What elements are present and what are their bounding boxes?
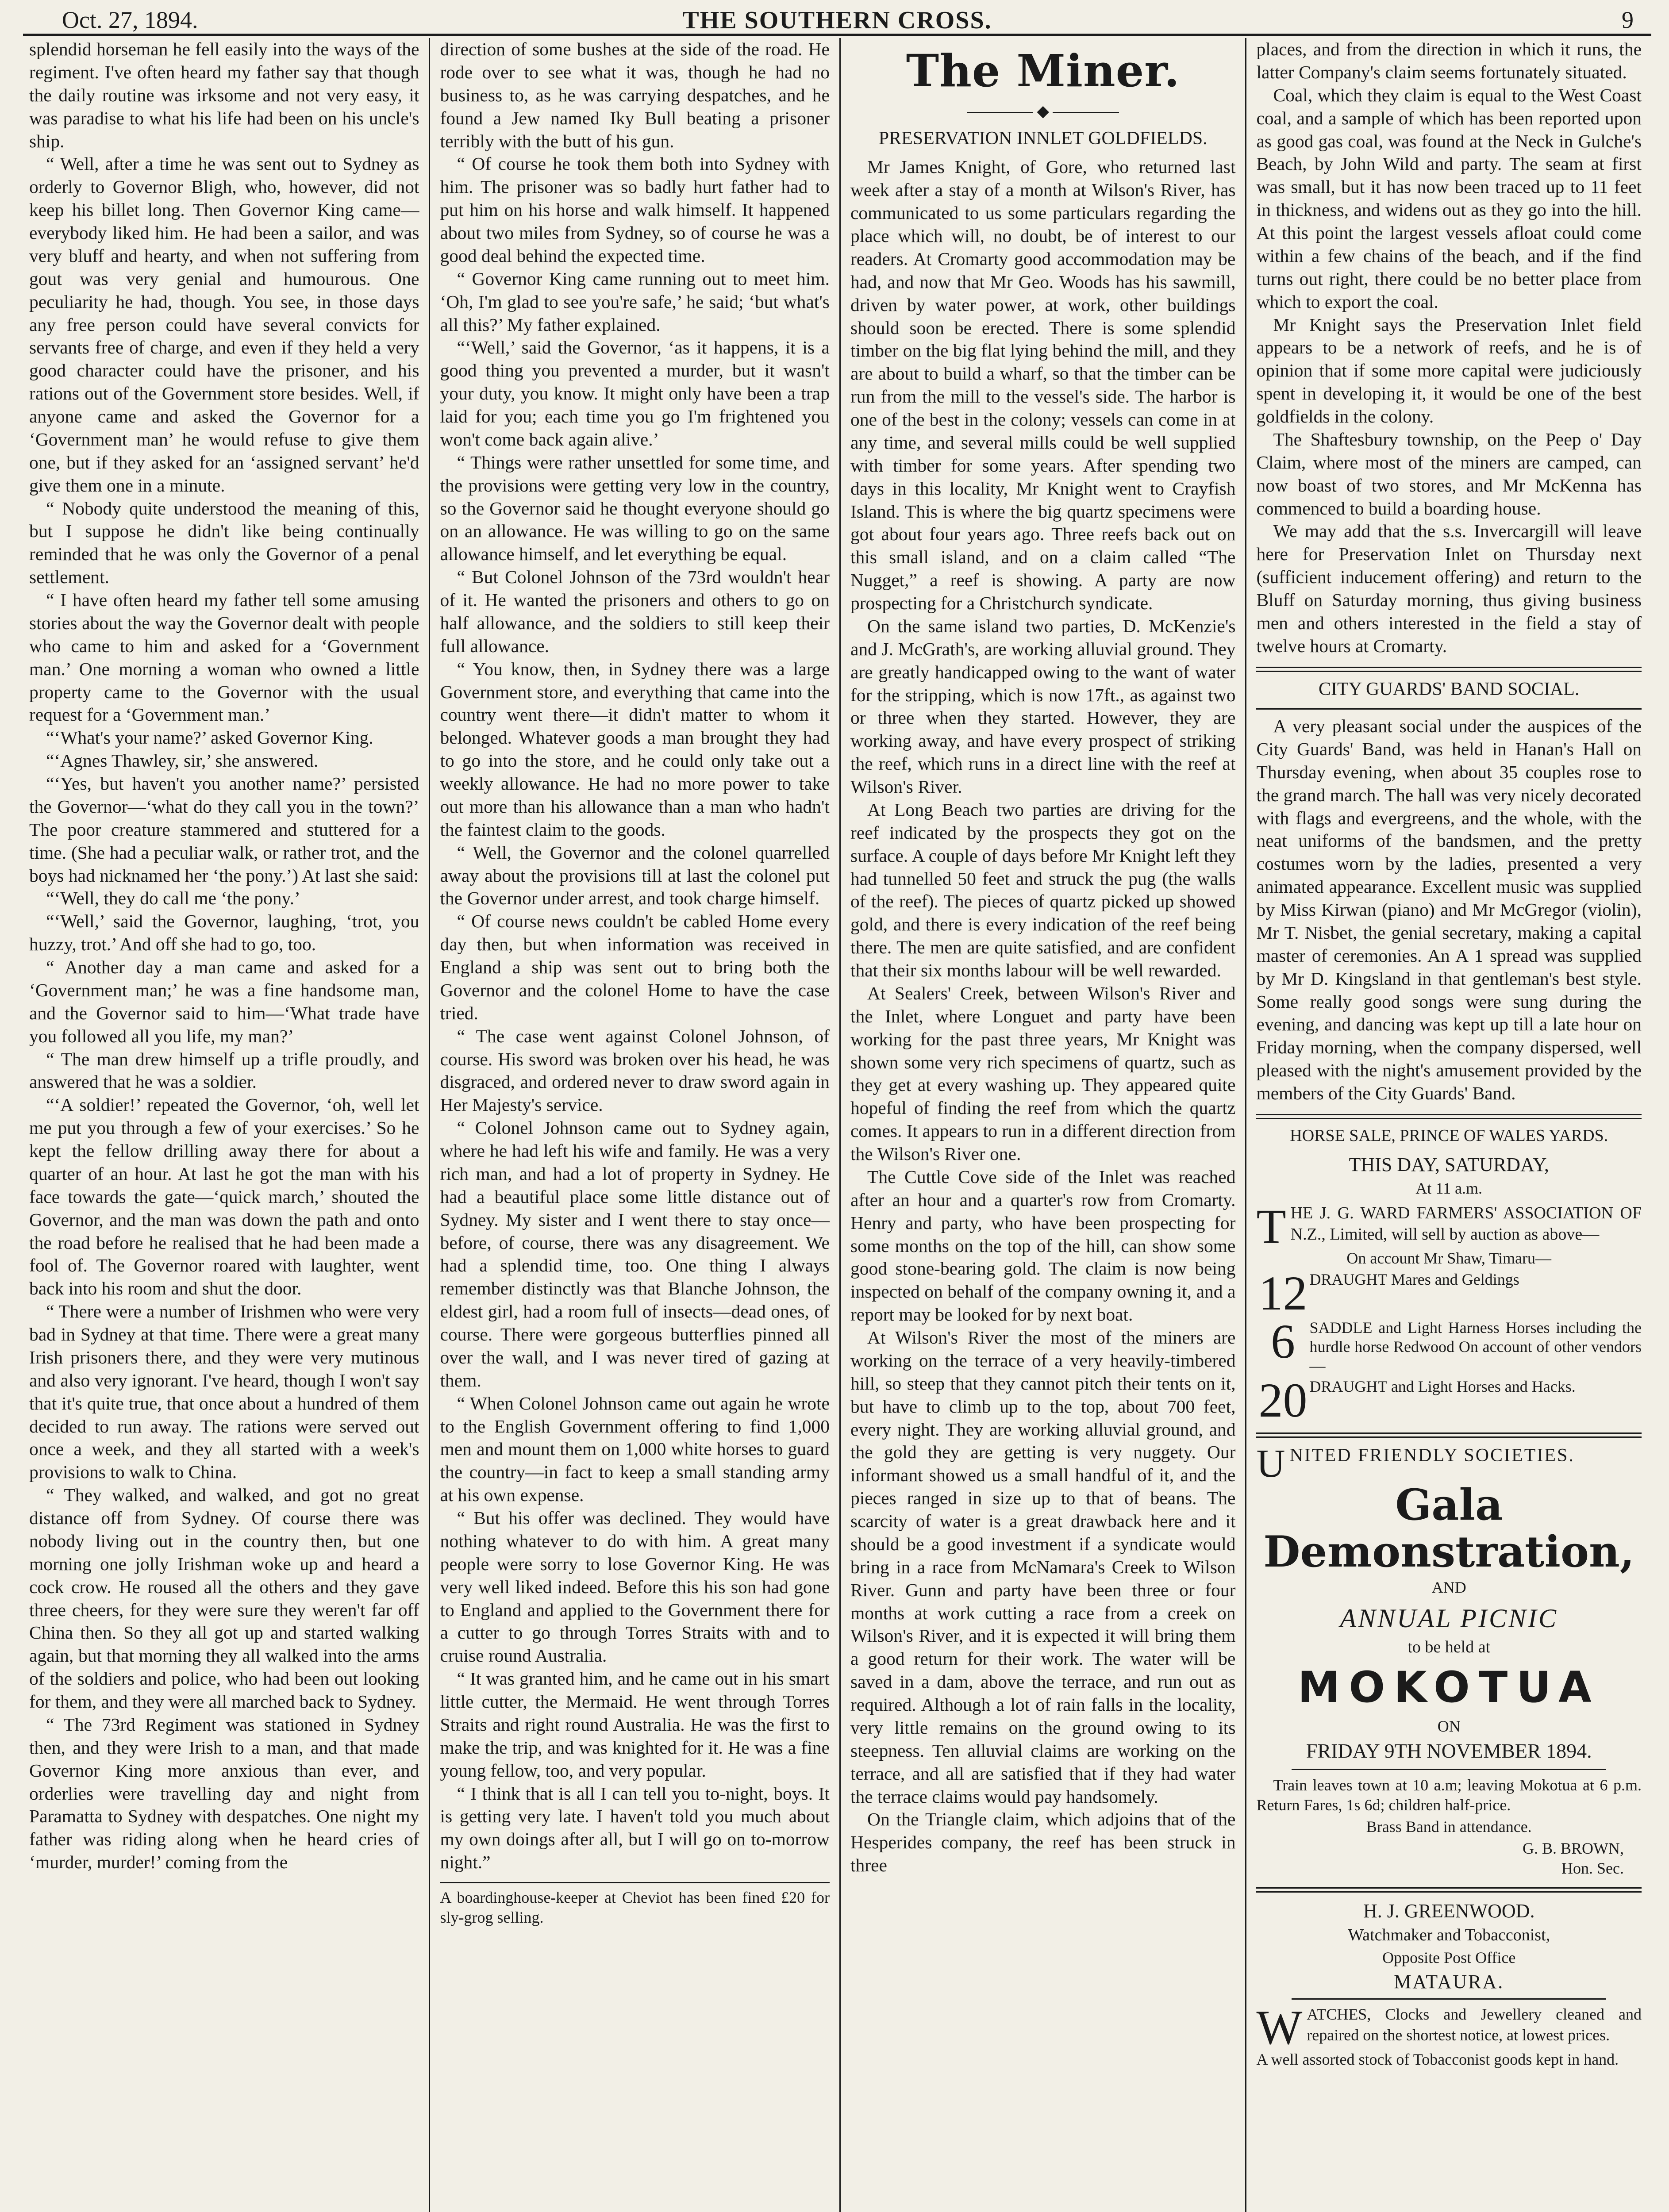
paragraph: “ They walked, and walked, and got no great distance off from Sydney. Of course there was nobody living out in the country then, but one morning one jolly Irishman woke up and heard a cock crow. He roused all the others and they gave three cheers, for they were sure they weren't far off China then. So they all got up and started walking again, but that morning they all walked into the arms of the soldiers and police, who had been out looking for them, and they were all marched back to Sydney. [29, 1485, 419, 1712]
ad-text: On account Mr Shaw, Timaru— [1346, 1249, 1552, 1267]
paragraph: “ But his offer was declined. They would have nothing whatever to do with him. A great many people were sorry to lose Governor King. He was very well liked indeed. Before this his son had gone to England and applied to the Government there for a cutter to go through Torres Straits with and to cruise round Australia. [440, 1508, 830, 1666]
ad-text: Opposite Post Office [1382, 1948, 1516, 1966]
paragraph: Coal, which they claim is equal to the West Coast coal, and a sample of which has been reported upon as good gas coal, was found at the Neck in Gulche's Beach, by John Wild and party. The seam at first was small, but it has now been traced up to 11 feet in thickness, and widens out as they go into the hill. At this point the largest vessels afloat could come within a few chains of the beach, and if the find turns out right, there could be no better place from which to export the coal. [1256, 84, 1642, 312]
paragraph: At Sealers' Creek, between Wilson's River and the Inlet, where Longuet and party have been working for the past three years, Mr Knight was shown some very rich specimens of quartz, such as they get at every washing up. They appeared quite hopeful of finding the reef from which the quartz comes. It appears to run in a different direction from the Wilson's River one. [850, 983, 1236, 1164]
divider [1256, 667, 1642, 672]
paragraph: splendid horseman he fell easily into the ways of the regiment. I've often heard my father say that though the daily routine was irksome and not very easy, it was paradise to what his life had been on his uncle's ship. [29, 39, 419, 151]
lot-text: SADDLE and Light Harness Horses including the hurdle horse Redwood On account of other vendors— [1309, 1318, 1642, 1375]
paragraph: “ Of course he took them both into Sydney with him. The prisoner was so badly hurt father had to put him on his horse and walk himself. It happened about two miles from Sydney, so of course he was a good deal behind the expected time. [440, 154, 830, 266]
section-heading: The Miner. [906, 45, 1180, 97]
ad-text: A well assorted stock of Tobacconist goods kept in hand. [1256, 2050, 1619, 2068]
column-2 [429, 38, 839, 2212]
gala-title: Gala Demonstration, [1263, 1479, 1635, 1577]
event-date: FRIDAY 9TH NOVEMBER 1894. [1306, 1739, 1592, 1762]
ad-text: HE J. G. WARD FARMERS' ASSOCIATION OF N.Z., Limited, will sell by auction as above— [1290, 1204, 1642, 1244]
drop-cap: T [1256, 1199, 1286, 1254]
paragraph: At Wilson's River the most of the miners are working on the terrace of a very heavily-timbered hill, so steep that they cannot pitch their tents on it, but have to climb up to the top, about 700 feet, every night. They are working alluvial ground, and the gold they are getting is very nuggety. Our informant showed us a small handful of it, and the pieces ranged in size up to that of beans. The scarcity of water is a great drawback here and it should be a good investment if a syndicate would bring in a race from McNamara's Creek to Wilson River. Gunn and party have been three or four months at work cutting a race from a creek on Wilson's River, and it is expected it will bring them a good return for their work. The water will be saved in a dam, above the terrace, and run out as required. Although a lot of rain falls in the locality, very little remains on the ground owing to its steepness. Ten alluvial claims are working on the terrace, and all are satisfied that if they had water the terrace claims would pay handsomely. [850, 1327, 1236, 1807]
ad-text: ATCHES, Clocks and Jewellery cleaned and repaired on the shortest notice, at lowest prices. [1307, 2005, 1642, 2044]
paragraph: “‘Well, they do call me ‘the pony.’ [46, 888, 300, 909]
paragraph: “‘Agnes Thawley, sir,’ she answered. [46, 750, 319, 771]
paragraph: “ You know, then, in Sydney there was a large Government store, and everything that came into the country went there—it didn't matter to whom it belonged. Whatever goods a man brought they had to go into the store, and he could only take out a weekly allowance. He had no more power to take out more than his allowance than a man who hadn't the faintest claim to the goods. [440, 658, 830, 840]
masthead [23, 6, 1651, 36]
paragraph: “ Colonel Johnson came out to Sydney again, where he had left his wife and family. He was a very rich man, and had a lot of property in Sydney. He had a beautiful place some little distance out of Sydney. My sister and I went there to stay once—before, of course, there was any disagreement. We had a splendid time, too. One thing I always remember distinctly was that Blanche Johnson, the eldest girl, had a room full of insects—dead ones, of course. There were gorgeous butterflies pinned all over the wall, and I was never tired of gazing at them. [440, 1118, 830, 1390]
paragraph: On the same island two parties, D. McKenzie's and J. McGrath's, are working alluvial ground. They are greatly handicapped owing to the want of water for the stripping, which is now 17ft., as against two or three when they started. However, they are working away, and have every prospect of striking the reef, which runs in a direct line with the reef at Wilson's River. [850, 615, 1236, 797]
lot-text: DRAUGHT Mares and Geldings [1309, 1271, 1519, 1289]
column-3 [839, 38, 1246, 2212]
divider [1256, 1887, 1642, 1893]
ad-day: THIS DAY, SATURDAY, [1349, 1154, 1549, 1176]
column-4 [1245, 38, 1651, 2212]
ad-text: Brass Band in attendance. [1366, 1818, 1532, 1836]
paragraph: “ I have often heard my father tell some amusing stories about the way the Governor dealt with people who came to him and asked for a ‘Government man.’ One morning a woman who owned a little property came to the Governor with the usual request for a ‘Government man.’ [29, 590, 419, 725]
paragraph: “ The 73rd Regiment was stationed in Sydney then, and they were Irish to a man, and that made Governor King more anxious than ever, and orderlies were travelling day and night from Paramatta to Sydney with despatches. One night my father was riding along when he heard cries of ‘murder, murder!’ coming from the [29, 1714, 419, 1873]
paragraph: “ Well, after a time he was sent out to Sydney as orderly to Governor Bligh, who, however, did not keep his billet long. Then Governor King came—everybody liked him. He had been a sailor, and was very bluff and hearty, and when not suffering from gout was very genial and humourous. One peculiarity he had, though. You see, in those days any free person could have several convicts for servants free of charge, and even if they held a very good character could have the prisoner, and his rations out of the Government store besides. Well, if anyone came and asked the Governor for a ‘Government man’ he would refuse to give them one, but if they asked for an ‘assigned servant’ he'd give them one in a minute. [29, 154, 419, 495]
picnic-title: ANNUAL PICNIC [1340, 1604, 1558, 1633]
paragraph: “‘What's your name?’ asked Governor King. [46, 727, 373, 748]
lot-count: 12 [1258, 1266, 1308, 1321]
issue-date: Oct. 27, 1894. [62, 7, 198, 33]
lot-item [1256, 1266, 1642, 1321]
paragraph: “ There were a number of Irishmen who were very bad in Sydney at that time. There were a great many Irish prisoners there, and they were very mutinous and also very ignorant. I've heard, though I won't say that it's quite true, that once about a hundred of them decided to run away. The rations were served out once a week, and they all started with a week's provisions to walk to China. [29, 1301, 419, 1482]
columns [23, 38, 1651, 2212]
ad-org: NITED FRIENDLY SOCIETIES. [1289, 1445, 1575, 1466]
drop-cap: U [1256, 1441, 1285, 1486]
divider [1292, 1998, 1606, 2000]
ad-text: Watchmaker and Tobacconist, [1348, 1926, 1550, 1945]
venue-name: MOKOTUA [1297, 1662, 1600, 1712]
greenwood-ad [1256, 1899, 1642, 2070]
paragraph: “ It was granted him, and he came out in his smart little cutter, the Mermaid. He went through Torres Straits and right round Australia. He was the first to make the trip, and was knighted for it. He was a fine young fellow, too, and very popular. [440, 1668, 830, 1781]
drop-cap: W [1256, 2000, 1303, 2055]
column-1 [23, 38, 429, 2212]
lot-count: 6 [1270, 1314, 1295, 1368]
lot-item [1256, 1314, 1642, 1376]
paragraph: We may add that the s.s. Invercargill will leave here for Preservation Inlet on Thursday next (sufficient inducement offering) and return to the Bluff on Saturday morning, thus giving business men and others interested in the field a stay of twelve hours at Cromarty. [1256, 521, 1642, 656]
paragraph: places, and from the direction in which it runs, the latter Company's claim seems fortunately situated. [1256, 39, 1642, 82]
horse-sale-ad [1256, 1125, 1642, 1428]
article-title: PRESERVATION INNLET GOLDFIELDS. [878, 128, 1208, 149]
gala-ad [1256, 1441, 1642, 1878]
paragraph: “ Another day a man came and asked for a ‘Government man;’ he was a fine handsome man, and the Governor said to him—‘What trade have you followed all you life, my man?’ [29, 957, 419, 1046]
paragraph: On the Triangle claim, which adjoins that of the Hesperides company, the reef has been struck in three [850, 1809, 1236, 1876]
paragraph: “‘Well,’ said the Governor, laughing, ‘trot, you huzzy, trot.’ And off she had to go, too. [29, 911, 419, 955]
ad-title: HORSE SALE, PRINCE OF WALES YARDS. [1290, 1126, 1608, 1145]
ad-time: At 11 a.m. [1415, 1179, 1483, 1198]
ad-text: ON [1437, 1717, 1461, 1735]
paragraph: “‘A soldier!’ repeated the Governor, ‘oh, well let me put you through a few of your exercises.’ So he kept the fellow drilling away there for about a quarter of an hour. At last he got the man with his face towards the gate—‘quick march,’ shouted the Governor, and the man was down the path and onto the road before he realised that he had been made a fool of. The Governor roared with laughter, went back into his room and shut the door. [29, 1094, 419, 1299]
article-title: CITY GUARDS' BAND SOCIAL. [1319, 679, 1580, 699]
paper-title: THE SOUTHERN CROSS. [682, 7, 992, 34]
paragraph: “ Of course news couldn't be cabled Home every day then, but when information was received in England a ship was sent out to bring both the Governor and the colonel Home to have the case tried. [440, 911, 830, 1023]
paragraph: “ When Colonel Johnson came out again he wrote to the English Government offering to find 1,000 men and mount them on 1,000 white horses to guard the country—in fact to keep a small standing army at his own expense. [440, 1393, 830, 1505]
lot-item [1256, 1373, 1642, 1428]
ornament-rule: ◆ [850, 101, 1236, 121]
divider [1256, 1432, 1642, 1438]
ad-title: H. J. GREENWOOD. [1363, 1900, 1535, 1922]
page-number: 9 [1622, 7, 1634, 33]
paragraph: “ The man drew himself up a trifle proudly, and answered that he was a soldier. [29, 1048, 419, 1092]
ad-town: MATAURA. [1394, 1970, 1504, 1993]
paragraph: “ Well, the Governor and the colonel quarrelled away about the provisions till at last the colonel put the Governor under arrest, and took charge himself. [440, 842, 830, 909]
paragraph: “ The case went against Colonel Johnson, of course. His sword was broken over his head, he was disgraced, and ordered never to draw sword again in Her Majesty's service. [440, 1025, 830, 1115]
divider [1292, 1769, 1606, 1770]
lot-count: 20 [1258, 1373, 1308, 1428]
ad-text: AND [1431, 1578, 1466, 1597]
paragraph: Mr James Knight, of Gore, who returned last week after a stay of a month at Wilson's River, has communicated to us some particulars regarding the place which will, no doubt, be of interest to our readers. At Cromarty good accommodation may be had, and now that Mr Geo. Woods has his sawmill, driven by water power, at work, other buildings should soon be erected. There is some splendid timber on the big flat lying behind the mill, and they are about to build a wharf, so that the timber can be run from the mill to the vessel's side. The harbor is one of the best in the colony; vessels can come in at any time, and several mills could be well supplied with timber for some years. After spending two days in this locality, Mr Knight went to Crayfish Island. This is where the big quartz specimens were got about four years ago. Three reefs back out on this small island, and on a claim called “The Nugget,” a reef is showing. A party are now prospecting for a Christchurch syndicate. [850, 157, 1236, 614]
paragraph: The Cuttle Cove side of the Inlet was reached after an hour and a quarter's row from Cromarty. Henry and party, who have been prospecting for some months on the top of the hill, can show some good stone-bearing gold. The claim is now being inspected on behalf of the company owning it, and a report may be looked for by next boat. [850, 1166, 1236, 1325]
signature-name: G. B. BROWN, [1522, 1839, 1624, 1858]
lot-text: DRAUGHT and Light Horses and Hacks. [1309, 1378, 1576, 1396]
paragraph: Mr Knight says the Preservation Inlet field appears to be a network of reefs, and he is of opinion that if some more capital were judiciously spent in developing it, it would be one of the best goldfields in the colony. [1256, 314, 1642, 426]
paragraph: “ Nobody quite understood the meaning of this, but I suppose he didn't like being continually reminded that he was only the Governor of a penal settlement. [29, 498, 419, 588]
paragraph: At Long Beach two parties are driving for the reef indicated by the prospects they got on the surface. A couple of days before Mr Knight left they had tunnelled 50 feet and struck the pug (the walls of the reef). The pieces of quartz picked up showed gold, and there is every indication of the reef being there. The men are quite satisfied, and are confident that their six months labour will be well rewarded. [850, 799, 1236, 981]
divider [1256, 708, 1642, 710]
paragraph: “ Things were rather unsettled for some time, and the provisions were getting very low in the country, so the Governor said he thought everyone should go on an allowance. He was willing to go on the same allowance himself, and let everything be equal. [440, 452, 830, 565]
signature-title: Hon. Sec. [1561, 1859, 1624, 1878]
ad-text: Train leaves town at 10 a.m; leaving Mokotua at 6 p.m. Return Fares, 1s 6d; children half-price. [1256, 1776, 1642, 1814]
paragraph: “ Governor King came running out to meet him. ‘Oh, I'm glad to see you're safe,’ he said; ‘but what's all this?’ My father explained. [440, 268, 830, 335]
paragraph: The Shaftesbury township, on the Peep o' Day Claim, where most of the miners are camped, can now boast of two stores, and Mr McKenna has commenced to build a boarding house. [1256, 429, 1642, 518]
paragraph: “‘Yes, but haven't you another name?’ persisted the Governor—‘what do they call you in the town?’ The poor creature stammered and stuttered for a time. (She had a peculiar walk, or rather trot, and the boys had nicknamed her ‘the pony.’) At last she said: [29, 773, 419, 886]
paragraph: direction of some bushes at the side of the road. He rode over to see what it was, though he had no business to, as he was carrying despatches, and he found a Jew named Iky Bull beating a prisoner terribly with the butt of his gun. [440, 39, 830, 151]
news-brief: A boardinghouse-keeper at Cheviot has been fined £20 for sly-grog selling. [440, 1882, 829, 1928]
divider [1256, 1114, 1642, 1119]
paragraph: “ I think that is all I can tell you to-night, boys. It is getting very late. I haven't told you much about my own doings after all, but I will go on to-morrow night.” [440, 1783, 830, 1873]
paragraph: “‘Well,’ said the Governor, ‘as it happens, it is a good thing you prevented a murder, but it wasn't your duty, you know. It might only have been a trap laid for you; each time you go I'm frightened you won't come back again alive.’ [440, 337, 830, 449]
paragraph: A very pleasant social under the auspices of the City Guards' Band, was held in Hanan's Hall on Thursday evening, when about 35 couples rose to the grand march. The hall was very nicely decorated with flags and evergreens, and the whole, with the neat uniforms of the bandsmen, and the pretty costumes worn by the ladies, presented a very animated appearance. Excellent music was supplied by Miss Kirwan (piano) and Mr McGregor (violin), Mr T. Nisbet, the genial secretary, making a capital master of ceremonies. An A 1 spread was supplied by Mr D. Kingsland in that gentleman's best style. Some really good songs were sung during the evening, and dancing was kept up till a late hour on Friday morning, when the company dispersed, well pleased with the night's amusement provided by the members of the City Guards' Band. [1256, 716, 1642, 1104]
paragraph: “ But Colonel Johnson of the 73rd wouldn't hear of it. He wanted the prisoners and others to go on half allowance, and the soldiers to still keep their full allowance. [440, 567, 830, 656]
ad-text: to be held at [1407, 1638, 1491, 1657]
